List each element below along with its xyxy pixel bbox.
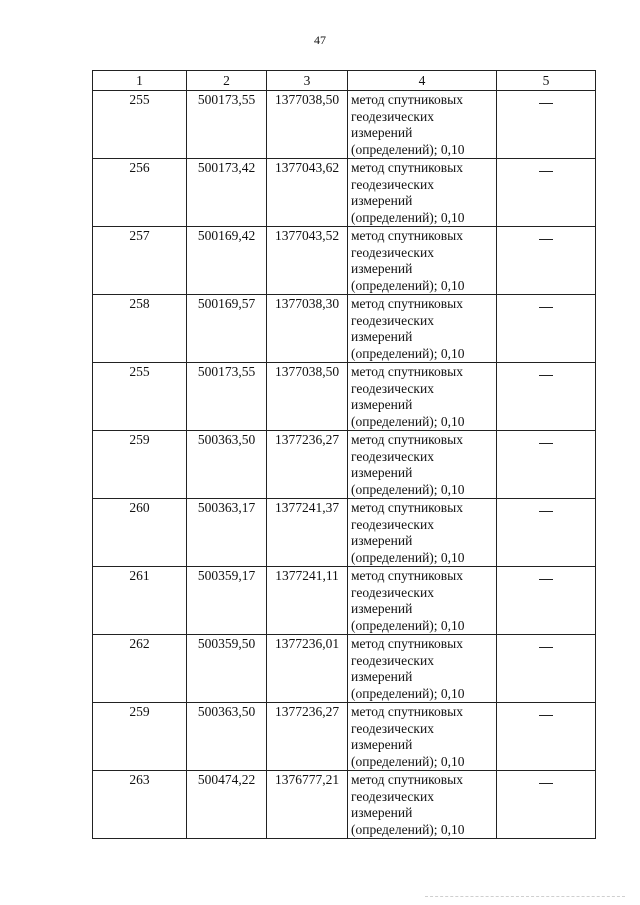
x-coordinate-cell: 500169,57 <box>187 295 267 363</box>
x-coordinate-cell: 500363,50 <box>187 703 267 771</box>
method-cell: метод спутниковых геодезических измерений (определений); 0,10 <box>348 431 497 499</box>
point-number-cell: 257 <box>93 227 187 295</box>
dash-mark <box>539 239 553 240</box>
table-row <box>93 159 596 227</box>
column-5-cell <box>497 363 596 431</box>
table-row <box>93 91 596 159</box>
y-coordinate-cell: 1377038,30 <box>267 295 348 363</box>
method-cell: метод спутниковых геодезических измерений (определений); 0,10 <box>348 567 497 635</box>
scan-artifact <box>425 896 625 900</box>
method-cell: метод спутниковых геодезических измерений (определений); 0,10 <box>348 363 497 431</box>
point-number-cell: 255 <box>93 363 187 431</box>
method-cell: метод спутниковых геодезических измерений (определений); 0,10 <box>348 499 497 567</box>
page-number: 47 <box>314 33 326 47</box>
x-coordinate-cell: 500173,42 <box>187 159 267 227</box>
method-cell: метод спутниковых геодезических измерений (определений); 0,10 <box>348 91 497 159</box>
method-cell: метод спутниковых геодезических измерений (определений); 0,10 <box>348 703 497 771</box>
y-coordinate-cell: 1377043,52 <box>267 227 348 295</box>
point-number-cell: 261 <box>93 567 187 635</box>
dash-mark <box>539 103 553 104</box>
point-number-cell: 263 <box>93 771 187 839</box>
table-header-row <box>93 71 596 91</box>
point-number-cell: 259 <box>93 703 187 771</box>
header-col-2: 2 <box>187 71 267 91</box>
y-coordinate-cell: 1377241,11 <box>267 567 348 635</box>
point-number-cell: 258 <box>93 295 187 363</box>
dash-mark <box>539 307 553 308</box>
table-row <box>93 499 596 567</box>
point-number-cell: 259 <box>93 431 187 499</box>
header-col-1: 1 <box>93 71 187 91</box>
point-number-cell: 262 <box>93 635 187 703</box>
column-5-cell <box>497 635 596 703</box>
y-coordinate-cell: 1376777,21 <box>267 771 348 839</box>
column-5-cell <box>497 431 596 499</box>
y-coordinate-cell: 1377038,50 <box>267 363 348 431</box>
y-coordinate-cell: 1377236,27 <box>267 431 348 499</box>
x-coordinate-cell: 500173,55 <box>187 363 267 431</box>
column-5-cell <box>497 499 596 567</box>
point-number-cell: 255 <box>93 91 187 159</box>
table-row <box>93 227 596 295</box>
table-row <box>93 363 596 431</box>
method-cell: метод спутниковых геодезических измерений (определений); 0,10 <box>348 159 497 227</box>
dash-mark <box>539 511 553 512</box>
table-row <box>93 703 596 771</box>
table-row <box>93 567 596 635</box>
x-coordinate-cell: 500169,42 <box>187 227 267 295</box>
table-row <box>93 431 596 499</box>
dash-mark <box>539 783 553 784</box>
dash-mark <box>539 647 553 648</box>
table-row <box>93 635 596 703</box>
dash-mark <box>539 443 553 444</box>
table-body <box>93 91 596 839</box>
y-coordinate-cell: 1377043,62 <box>267 159 348 227</box>
method-cell: метод спутниковых геодезических измерений (определений); 0,10 <box>348 227 497 295</box>
column-5-cell <box>497 567 596 635</box>
x-coordinate-cell: 500359,17 <box>187 567 267 635</box>
dash-mark <box>539 715 553 716</box>
header-col-3: 3 <box>267 71 348 91</box>
column-5-cell <box>497 771 596 839</box>
dash-mark <box>539 375 553 376</box>
point-number-cell: 260 <box>93 499 187 567</box>
table-row <box>93 295 596 363</box>
dash-mark <box>539 171 553 172</box>
point-number-cell: 256 <box>93 159 187 227</box>
x-coordinate-cell: 500363,50 <box>187 431 267 499</box>
coordinates-table <box>92 70 596 839</box>
column-5-cell <box>497 227 596 295</box>
header-col-4: 4 <box>348 71 497 91</box>
x-coordinate-cell: 500359,50 <box>187 635 267 703</box>
x-coordinate-cell: 500363,17 <box>187 499 267 567</box>
header-col-5: 5 <box>497 71 596 91</box>
method-cell: метод спутниковых геодезических измерений (определений); 0,10 <box>348 771 497 839</box>
column-5-cell <box>497 91 596 159</box>
method-cell: метод спутниковых геодезических измерений (определений); 0,10 <box>348 635 497 703</box>
table-row <box>93 771 596 839</box>
y-coordinate-cell: 1377241,37 <box>267 499 348 567</box>
x-coordinate-cell: 500474,22 <box>187 771 267 839</box>
method-cell: метод спутниковых геодезических измерений (определений); 0,10 <box>348 295 497 363</box>
y-coordinate-cell: 1377236,01 <box>267 635 348 703</box>
x-coordinate-cell: 500173,55 <box>187 91 267 159</box>
column-5-cell <box>497 295 596 363</box>
y-coordinate-cell: 1377038,50 <box>267 91 348 159</box>
dash-mark <box>539 579 553 580</box>
y-coordinate-cell: 1377236,27 <box>267 703 348 771</box>
column-5-cell <box>497 703 596 771</box>
column-5-cell <box>497 159 596 227</box>
